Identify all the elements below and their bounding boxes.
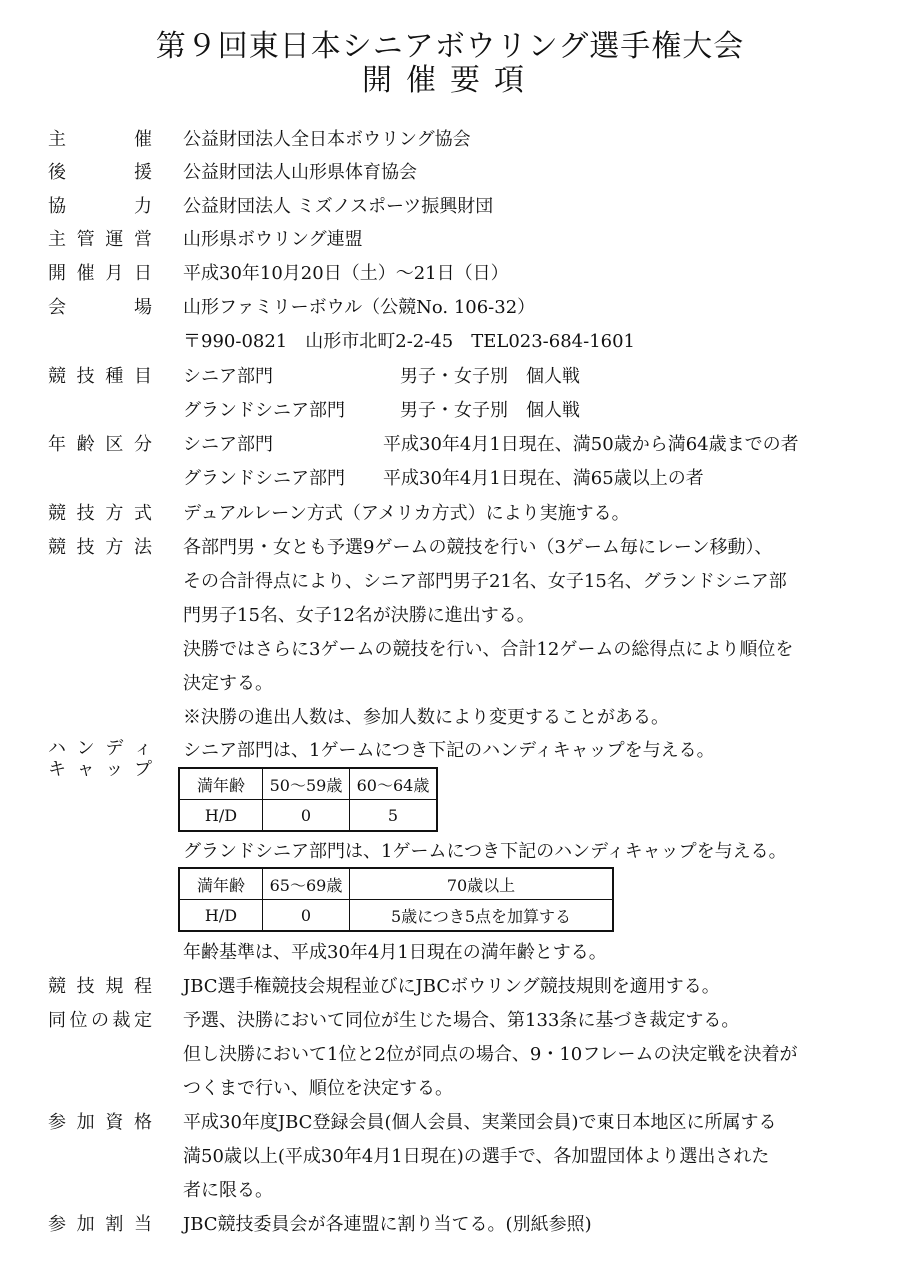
label-format: 競 技 方 式 (48, 503, 152, 524)
age-division: グランドシニア部門 (183, 468, 345, 489)
label-method: 競 技 方 法 (48, 537, 152, 558)
tie-line: つくまで行い、順位を決定する。 (183, 1078, 453, 1099)
method-note: ※決勝の進出人数は、参加人数により変更することがある。 (183, 707, 669, 728)
label-management: 主 管 運 営 (48, 229, 152, 250)
grand-handicap-table (178, 867, 614, 932)
table-cell: 70歳以上 (350, 868, 614, 900)
label-events: 競 技 種 目 (48, 366, 152, 387)
table-cell: H/D (179, 900, 263, 932)
table-row (179, 768, 437, 800)
label-rules: 競 技 規 程 (48, 976, 152, 997)
venue-text: 山形ファミリーボウル（公競No. 106-32） (183, 297, 536, 318)
age-detail: 平成30年4月1日現在、満50歳から満64歳までの者 (383, 434, 799, 455)
eligibility-line: 満50歳以上(平成30年4月1日現在)の選手で、各加盟団体より選出された (183, 1146, 770, 1167)
document-subtitle: 開催要項 (362, 63, 538, 98)
allocation-text: JBC競技委員会が各連盟に割り当てる。(別紙参照) (183, 1214, 592, 1235)
table-cell: 5 (350, 800, 438, 832)
table-row (179, 900, 613, 932)
events-detail: 男子・女子別 個人戦 (400, 400, 580, 421)
age-detail: 平成30年4月1日現在、満65歳以上の者 (383, 468, 704, 489)
eligibility-line: 者に限る。 (183, 1180, 273, 1201)
support-text: 公益財団法人山形県体育協会 (183, 162, 417, 183)
table-cell: 満年齢 (179, 868, 263, 900)
table-cell: 60～64歳 (350, 768, 438, 800)
table-row (179, 800, 437, 832)
table-cell: 65～69歳 (263, 868, 350, 900)
management-text: 山形県ボウリング連盟 (183, 229, 363, 250)
document-title: 第９回東日本シニアボウリング選手権大会 (155, 29, 745, 64)
label-eligibility: 参 加 資 格 (48, 1112, 152, 1133)
label-support: 後 援 (48, 162, 152, 183)
rules-text: JBC選手権競技会規程並びにJBCボウリング競技規則を適用する。 (183, 976, 720, 997)
method-line: その合計得点により、シニア部門男子21名、女子15名、グランドシニア部 (183, 571, 787, 592)
method-line: 各部門男・女とも予選9ゲームの競技を行い（3ゲーム毎にレーン移動）、 (183, 537, 773, 558)
handicap-senior-text: シニア部門は、1ゲームにつき下記のハンディキャップを与える。 (183, 740, 715, 761)
table-cell: 50～59歳 (263, 768, 350, 800)
label-allocation: 参 加 割 当 (48, 1214, 152, 1235)
table-row (179, 868, 613, 900)
method-line: 決勝ではさらに3ゲームの競技を行い、合計12ゲームの総得点により順位を (183, 639, 794, 660)
method-line: 門男子15名、女子12名が決勝に進出する。 (183, 605, 535, 626)
organizer-text: 公益財団法人全日本ボウリング協会 (183, 129, 471, 150)
method-line: 決定する。 (183, 673, 273, 694)
label-venue: 会 場 (48, 297, 152, 318)
table-cell: 満年齢 (179, 768, 263, 800)
label-date: 開 催 月 日 (48, 263, 152, 284)
eligibility-line: 平成30年度JBC登録会員(個人会員、実業団会員)で東日本地区に所属する (183, 1112, 777, 1133)
tie-line: 予選、決勝において同位が生じた場合、第133条に基づき裁定する。 (183, 1010, 740, 1031)
label-cooperation: 協 力 (48, 196, 152, 217)
label-tie: 同 位 の 裁 定 (48, 1010, 152, 1031)
table-cell: H/D (179, 800, 263, 832)
table-cell: 5歳につき5点を加算する (350, 900, 614, 932)
events-detail: 男子・女子別 個人戦 (400, 366, 580, 387)
handicap-grand-text: グランドシニア部門は、1ゲームにつき下記のハンディキャップを与える。 (183, 841, 787, 862)
senior-handicap-table (178, 767, 438, 832)
age-division: シニア部門 (183, 434, 273, 455)
tie-line: 但し決勝において1位と2位が同点の場合、9・10フレームの決定戦を決着が (183, 1044, 798, 1065)
label-handicap: ハ ン デ ィ キ ャ ッ プ (48, 738, 152, 780)
table-cell: 0 (263, 900, 350, 932)
label-organizer: 主 催 (48, 129, 152, 150)
format-text: デュアルレーン方式（アメリカ方式）により実施する。 (183, 503, 630, 524)
label-age: 年 齢 区 分 (48, 434, 152, 455)
events-division: グランドシニア部門 (183, 400, 345, 421)
events-division: シニア部門 (183, 366, 273, 387)
venue-address: 〒990-0821 山形市北町2-2-45 TEL023-684-1601 (183, 331, 636, 352)
table-cell: 0 (263, 800, 350, 832)
cooperation-text: 公益財団法人 ミズノスポーツ振興財団 (183, 196, 494, 217)
handicap-note: 年齢基準は、平成30年4月1日現在の満年齢とする。 (183, 942, 607, 963)
date-text: 平成30年10月20日（土）～21日（日） (183, 263, 509, 284)
